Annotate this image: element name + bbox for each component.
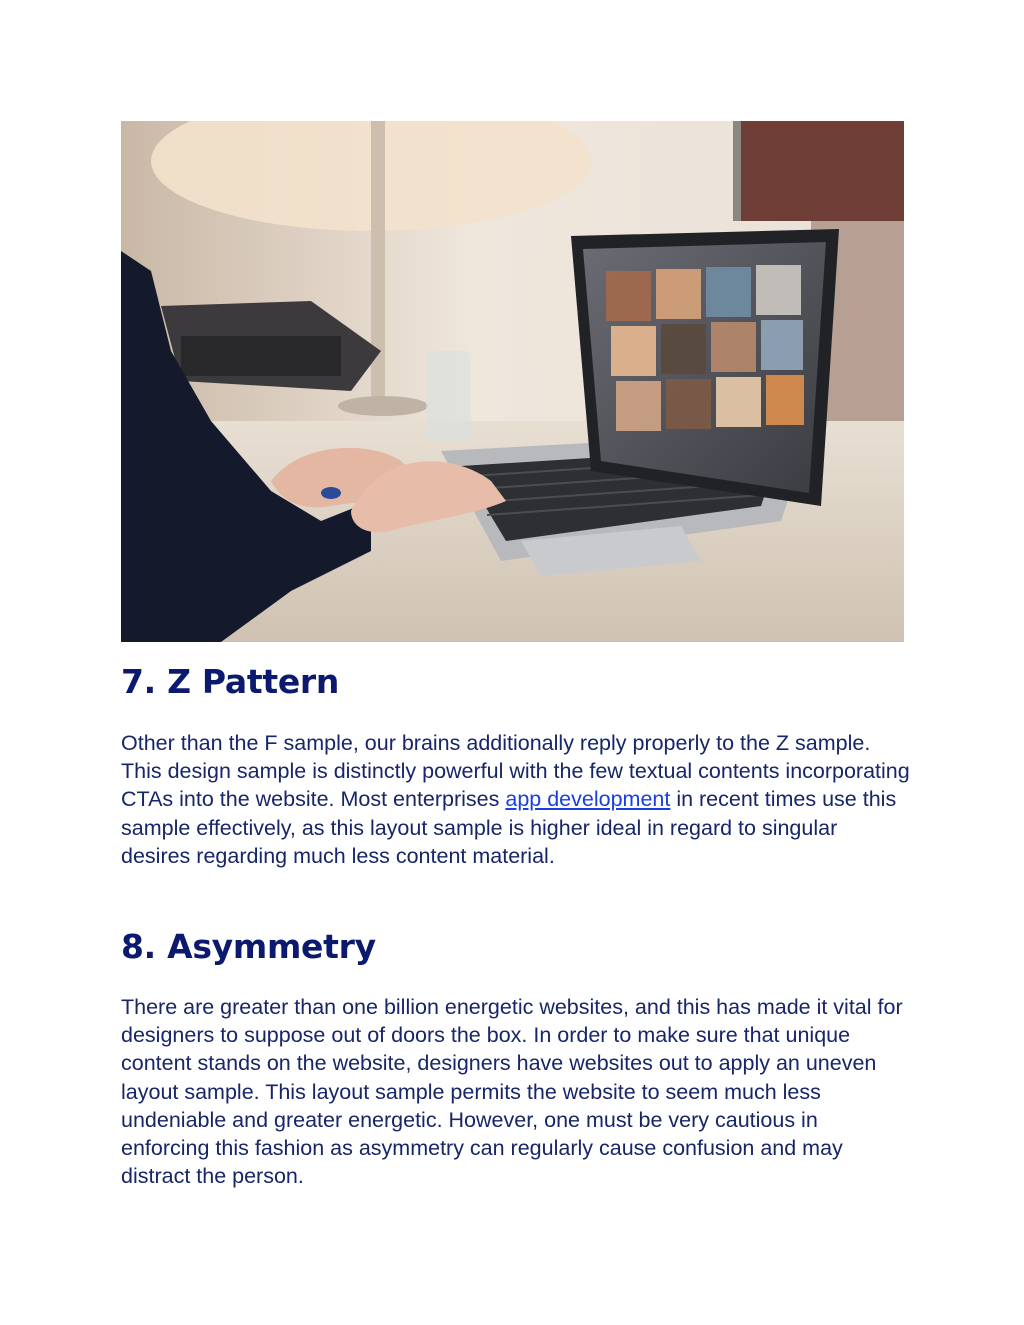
app-development-link[interactable]: app development — [505, 787, 671, 812]
z-pattern-paragraph — [121, 729, 911, 870]
laptop-photo — [121, 121, 904, 642]
asymmetry-paragraph: There are greater than one billion energetic websites, and this has made it vital for designers to suppose out of doors the box. In order to make sure that unique content stands on the website, designers have websites out to apply an uneven layout sample. This layout sample permits the website to seem much less undeniable and greater energetic. However, one must be very cautious in enforcing this fashion as asymmetry can regularly cause confusion and may distract the person. — [121, 995, 903, 1189]
section-heading-z-pattern: 7. Z Pattern — [121, 662, 340, 701]
section-heading-asymmetry: 8. Asymmetry — [121, 927, 376, 966]
z-pattern-text-before-link: Other than the F sample, our brains additionally reply properly to the Z sample. This design sample is distinctly powerful with the few textual contents incorporating CTAs into the website. Most enterprises — [121, 731, 910, 812]
z-pattern-text-after-link: in recent times use this sample effectively, as this layout sample is higher ideal in regard to singular desires regarding much less content material. — [121, 787, 897, 868]
